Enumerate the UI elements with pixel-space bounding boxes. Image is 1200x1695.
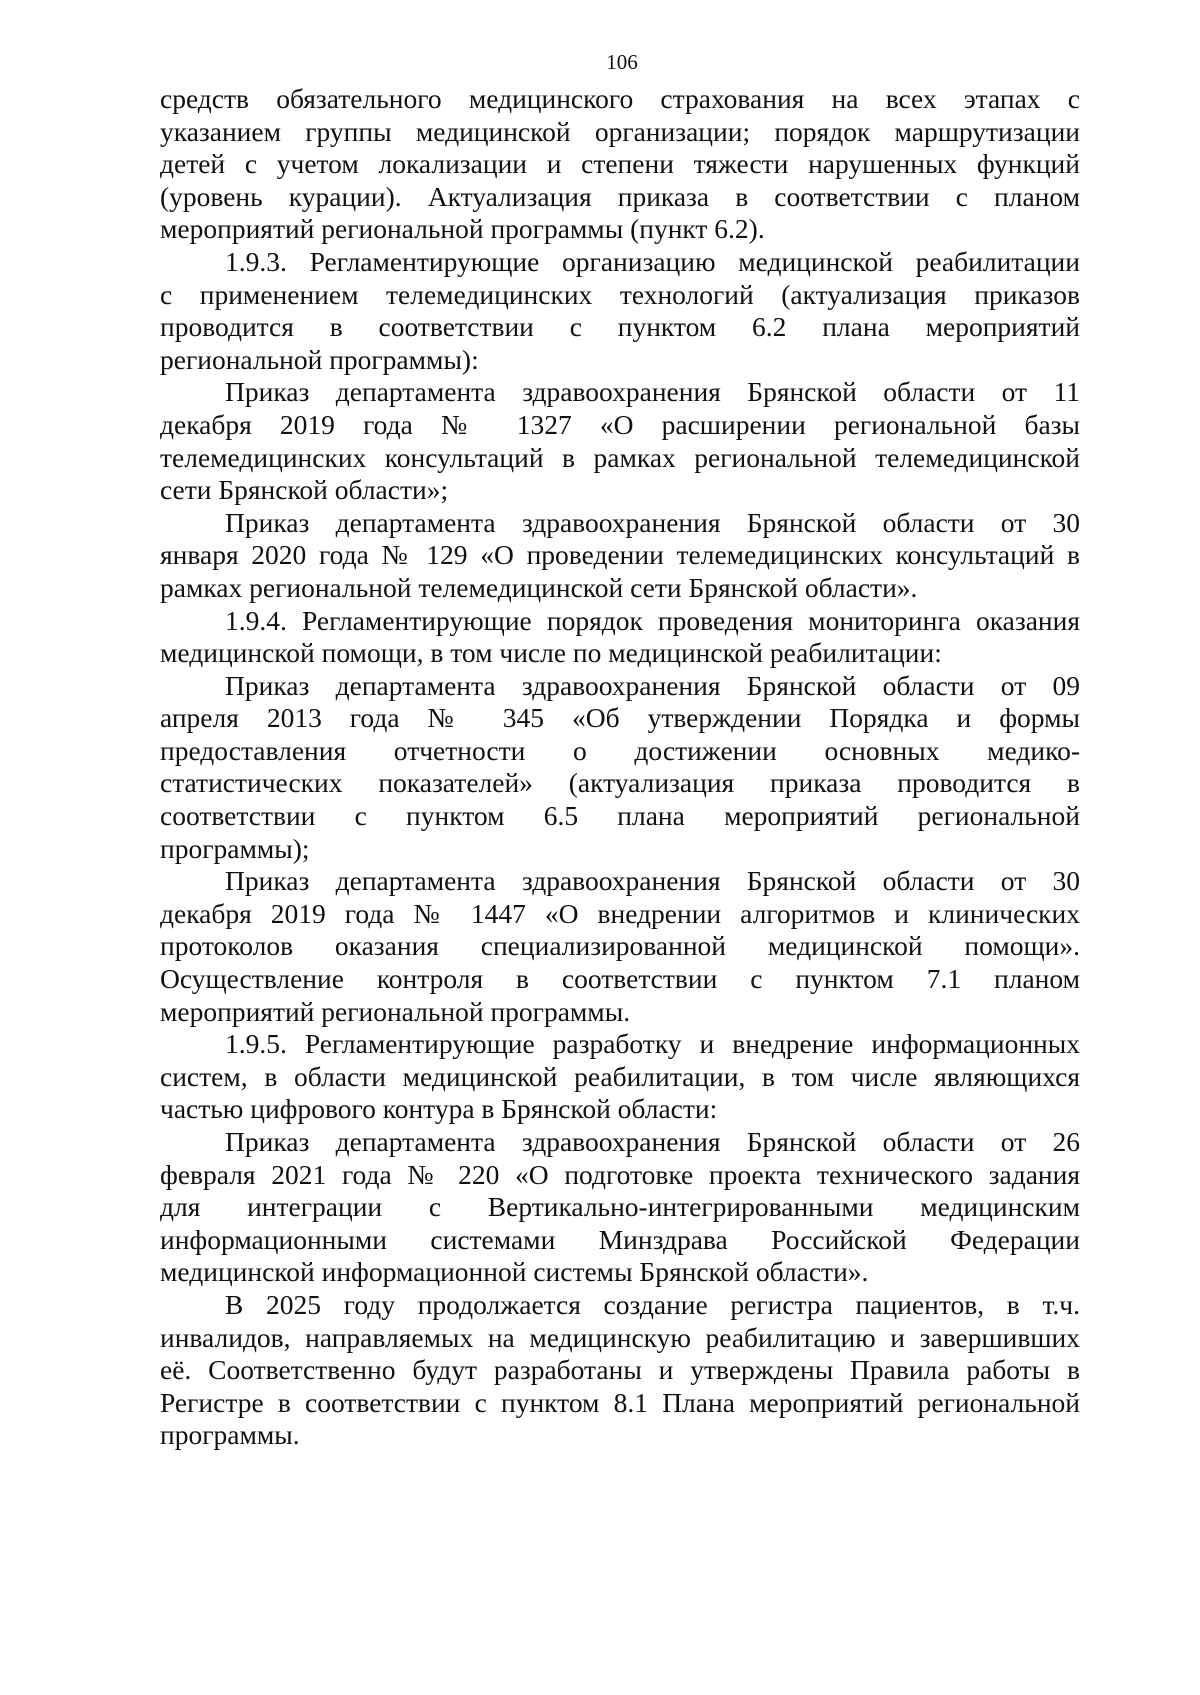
text-line: Приказ департамента здравоохранения Брянской области от 30 [225, 506, 1080, 538]
text-line: Приказ департамента здравоохранения Брянской области от 11 [225, 376, 1080, 408]
text-line: систем, в области медицинской реабилитации, в том числе являющихся [160, 1060, 1080, 1092]
text-line: указанием группы медицинской организации; порядок маршрутизации [160, 115, 1080, 147]
text-line: Приказ департамента здравоохранения Брянской области от 09 [225, 669, 1080, 701]
text-line: региональной программы): [160, 343, 479, 375]
text-line: января 2020 года № 129 «О проведении телемедицинских консультаций в [160, 539, 1080, 571]
text-line: протоколов оказания специализированной медицинской помощи». [160, 930, 1080, 962]
text-line: для интеграции с Вертикально-интегрированными медицинским [160, 1191, 1080, 1223]
text-line: медицинской информационной системы Брянской области». [160, 1256, 869, 1288]
text-line: декабря 2019 года № 1327 «О расширении региональной базы [160, 408, 1080, 440]
text-line: детей с учетом локализации и степени тяжести нарушенных функций [160, 148, 1080, 180]
text-line: 1.9.5. Регламентирующие разработку и внедрение информационных [225, 1028, 1080, 1060]
text-line: статистических показателей» (актуализация приказа проводится в [160, 767, 1080, 799]
text-line: частью цифрового контура в Брянской области: [160, 1093, 718, 1125]
document-body [160, 83, 1080, 1452]
text-line: апреля 2013 года № 345 «Об утверждении Порядка и формы [160, 702, 1080, 734]
text-line: Осуществление контроля в соответствии с пунктом 7.1 планом [160, 963, 1080, 995]
text-line: Приказ департамента здравоохранения Брянской области от 30 [225, 865, 1080, 897]
text-line: её. Соответственно будут разработаны и утверждены Правила работы в [160, 1354, 1080, 1386]
text-line: медицинской помощи, в том числе по медицинской реабилитации: [160, 637, 942, 669]
text-line: декабря 2019 года № 1447 «О внедрении алгоритмов и клинических [160, 897, 1080, 929]
text-line: В 2025 году продолжается создание регистра пациентов, в т.ч. [225, 1288, 1080, 1320]
page-number: 106 [606, 50, 638, 74]
text-line: предоставления отчетности о достижении основных медико- [160, 734, 1080, 766]
text-line: мероприятий региональной программы. [160, 995, 631, 1027]
text-line: инвалидов, направляемых на медицинскую реабилитацию и завершивших [160, 1321, 1080, 1353]
text-line: 1.9.3. Регламентирующие организацию медицинской реабилитации [225, 245, 1080, 277]
text-line: программы. [160, 1419, 300, 1451]
text-line: телемедицинских консультаций в рамках региональной телемедицинской [160, 441, 1080, 473]
text-line: проводится в соответствии с пунктом 6.2 плана мероприятий [160, 311, 1080, 343]
text-line: Регистре в соответствии с пунктом 8.1 Плана мероприятий региональной [160, 1386, 1080, 1418]
text-line: (уровень курации). Актуализация приказа в соответствии с планом [160, 180, 1080, 212]
text-line: мероприятий региональной программы (пункт 6.2). [160, 213, 765, 245]
text-line: сети Брянской области»; [160, 474, 449, 506]
text-line: программы); [160, 832, 310, 864]
text-line: 1.9.4. Регламентирующие порядок проведения мониторинга оказания [225, 604, 1080, 636]
text-line: рамках региональной телемедицинской сети Брянской области». [160, 571, 918, 603]
text-line: Приказ департамента здравоохранения Брянской области от 26 [225, 1126, 1080, 1157]
text-line: соответствии с пунктом 6.5 плана мероприятий региональной [160, 800, 1080, 832]
text-line: средств обязательного медицинского страхования на всех этапах с [160, 83, 1080, 114]
text-line: с применением телемедицинских технологий (актуализация приказов [160, 278, 1080, 310]
text-line: информационными системами Минздрава Российской Федерации [160, 1223, 1080, 1255]
text-line: февраля 2021 года № 220 «О подготовке проекта технического задания [160, 1158, 1080, 1190]
